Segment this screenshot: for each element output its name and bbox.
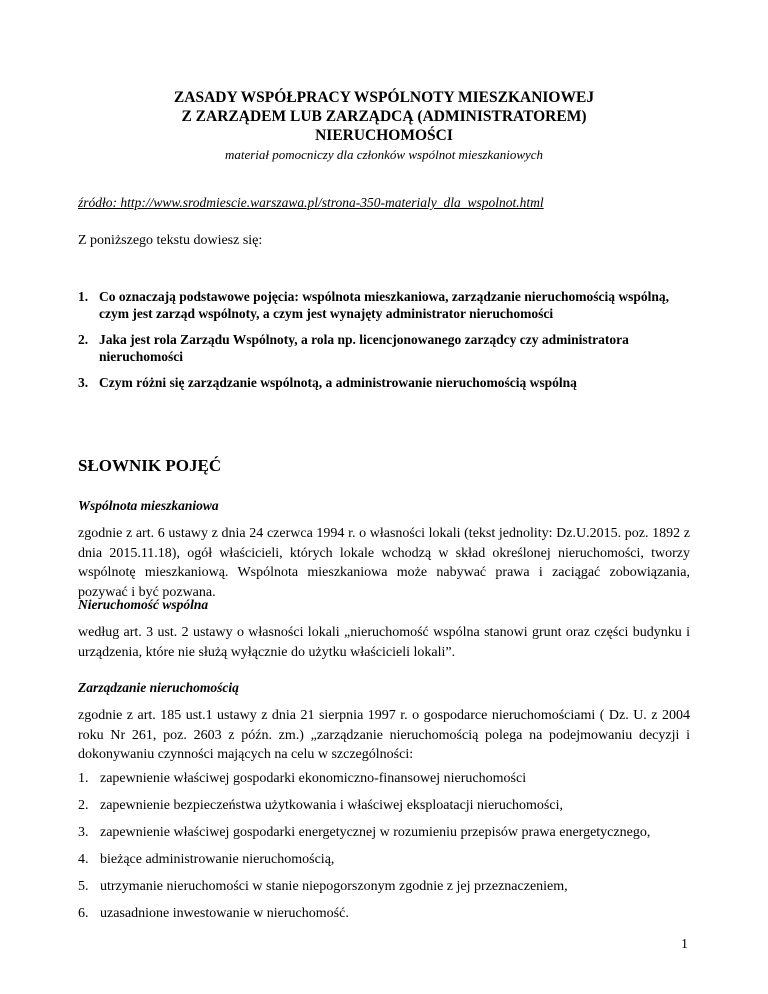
section-title: Zarządzanie nieruchomością: [78, 680, 239, 695]
goal-text: Jaka jest rola Zarządu Wspólnoty, a rola np. licencjonowanego zarządcy czy administratora nieruchomości: [99, 332, 629, 364]
list-number: 2.: [78, 797, 89, 813]
section-text: według art. 3 ust. 2 ustawy o własności lokali „nieruchomość wspólna stanowi grunt oraz części budynku i urządzenia, które nie służą wyłącznie do użytku właścicieli lokali”.: [78, 625, 690, 660]
section-zarzadzanie: [78, 680, 690, 931]
list-item: [78, 850, 690, 869]
document-subtitle: materiał pomocniczy dla członków wspólnot mieszkaniowych: [224, 147, 544, 162]
section-text: zgodnie z art. 6 ustawy z dnia 24 czerwca 1994 r. o własności lokali (tekst jednolity: Dz.U.2015. poz. 1892 z dnia 2015.11.18), ogół właścicieli, których lokale wchodzą w skład określonej nieruchomości, tworzy wspólnotę mieszkaniową. Wspólnota mieszkaniowa może nabywać prawa i zaciągać zobowiązania, pozywać i być pozwana.: [78, 526, 690, 600]
title-line-1: ZASADY WSPÓŁPRACY WSPÓLNOTY MIESZKANIOWEJ: [173, 89, 595, 106]
list-number: 6.: [78, 905, 89, 921]
title-line-2: Z ZARZĄDEM LUB ZARZĄDCĄ (ADMINISTRATOREM): [181, 108, 587, 125]
source-link[interactable]: źródło: http://www.srodmiescie.warszawa.pl/strona-350-materialy_dla_wspolnot.html: [78, 195, 544, 210]
measures-list: [78, 769, 690, 923]
goal-number: 2.: [78, 332, 89, 347]
list-number: 3.: [78, 824, 89, 840]
list-item: [78, 769, 690, 788]
goals-list: [78, 288, 698, 400]
goal-number: 3.: [78, 375, 89, 390]
goal-item: [78, 288, 698, 322]
list-item: [78, 823, 690, 842]
page-number: 1: [681, 937, 688, 952]
goal-text: Czym różni się zarządzanie wspólnotą, a administrowanie nieruchomością wspólną: [99, 375, 577, 390]
glossary-heading: SŁOWNIK POJĘĆ: [78, 456, 222, 475]
section-wspolnota: [78, 498, 690, 602]
list-item: [78, 877, 690, 896]
list-text: uzasadnione inwestowanie w nieruchomość.: [100, 905, 349, 921]
list-text: utrzymanie nieruchomości w stanie niepogorszonym zgodnie z jej przeznaczeniem,: [100, 878, 568, 894]
section-nieruchomosc: [78, 597, 690, 662]
list-text: bieżące administrowanie nieruchomością,: [100, 851, 335, 867]
list-number: 5.: [78, 878, 89, 894]
goal-text: Co oznaczają podstawowe pojęcia: wspólnota mieszkaniowa, zarządzanie nieruchomością wspólną, czym jest zarząd wspólnoty, a czym jest wynajęty administrator nieruchomości: [99, 289, 669, 321]
section-title: Wspólnota mieszkaniowa: [78, 498, 219, 513]
goal-item: [78, 374, 698, 391]
list-text: zapewnienie właściwej gospodarki ekonomiczno-finansowej nieruchomości: [100, 770, 527, 786]
list-text: zapewnienie bezpieczeństwa użytkowania i właściwej eksploatacji nieruchomości,: [100, 797, 563, 813]
section-title: Nieruchomość wspólna: [78, 597, 209, 612]
list-item: [78, 904, 690, 923]
goal-number: 1.: [78, 289, 89, 304]
title-line-3: NIERUCHOMOŚCI: [315, 127, 453, 144]
list-number: 4.: [78, 851, 89, 867]
document-title: [0, 88, 768, 145]
list-text: zapewnienie właściwej gospodarki energetycznej w rozumieniu przepisów prawa energetycznego,: [100, 824, 651, 840]
list-number: 1.: [78, 770, 89, 786]
goal-item: [78, 331, 698, 365]
section-text: zgodnie z art. 185 ust.1 ustawy z dnia 21 sierpnia 1997 r. o gospodarce nieruchomościami ( Dz. U. z 2004 roku Nr 261, poz. 2603 z późn. zm.) „zarządzanie nieruchomością polega na podejmowaniu decyzji i dokonywaniu czynności mających na celu w szczególności:: [78, 708, 690, 762]
intro-text: Z poniższego tekstu dowiesz się:: [78, 233, 263, 248]
list-item: [78, 796, 690, 815]
